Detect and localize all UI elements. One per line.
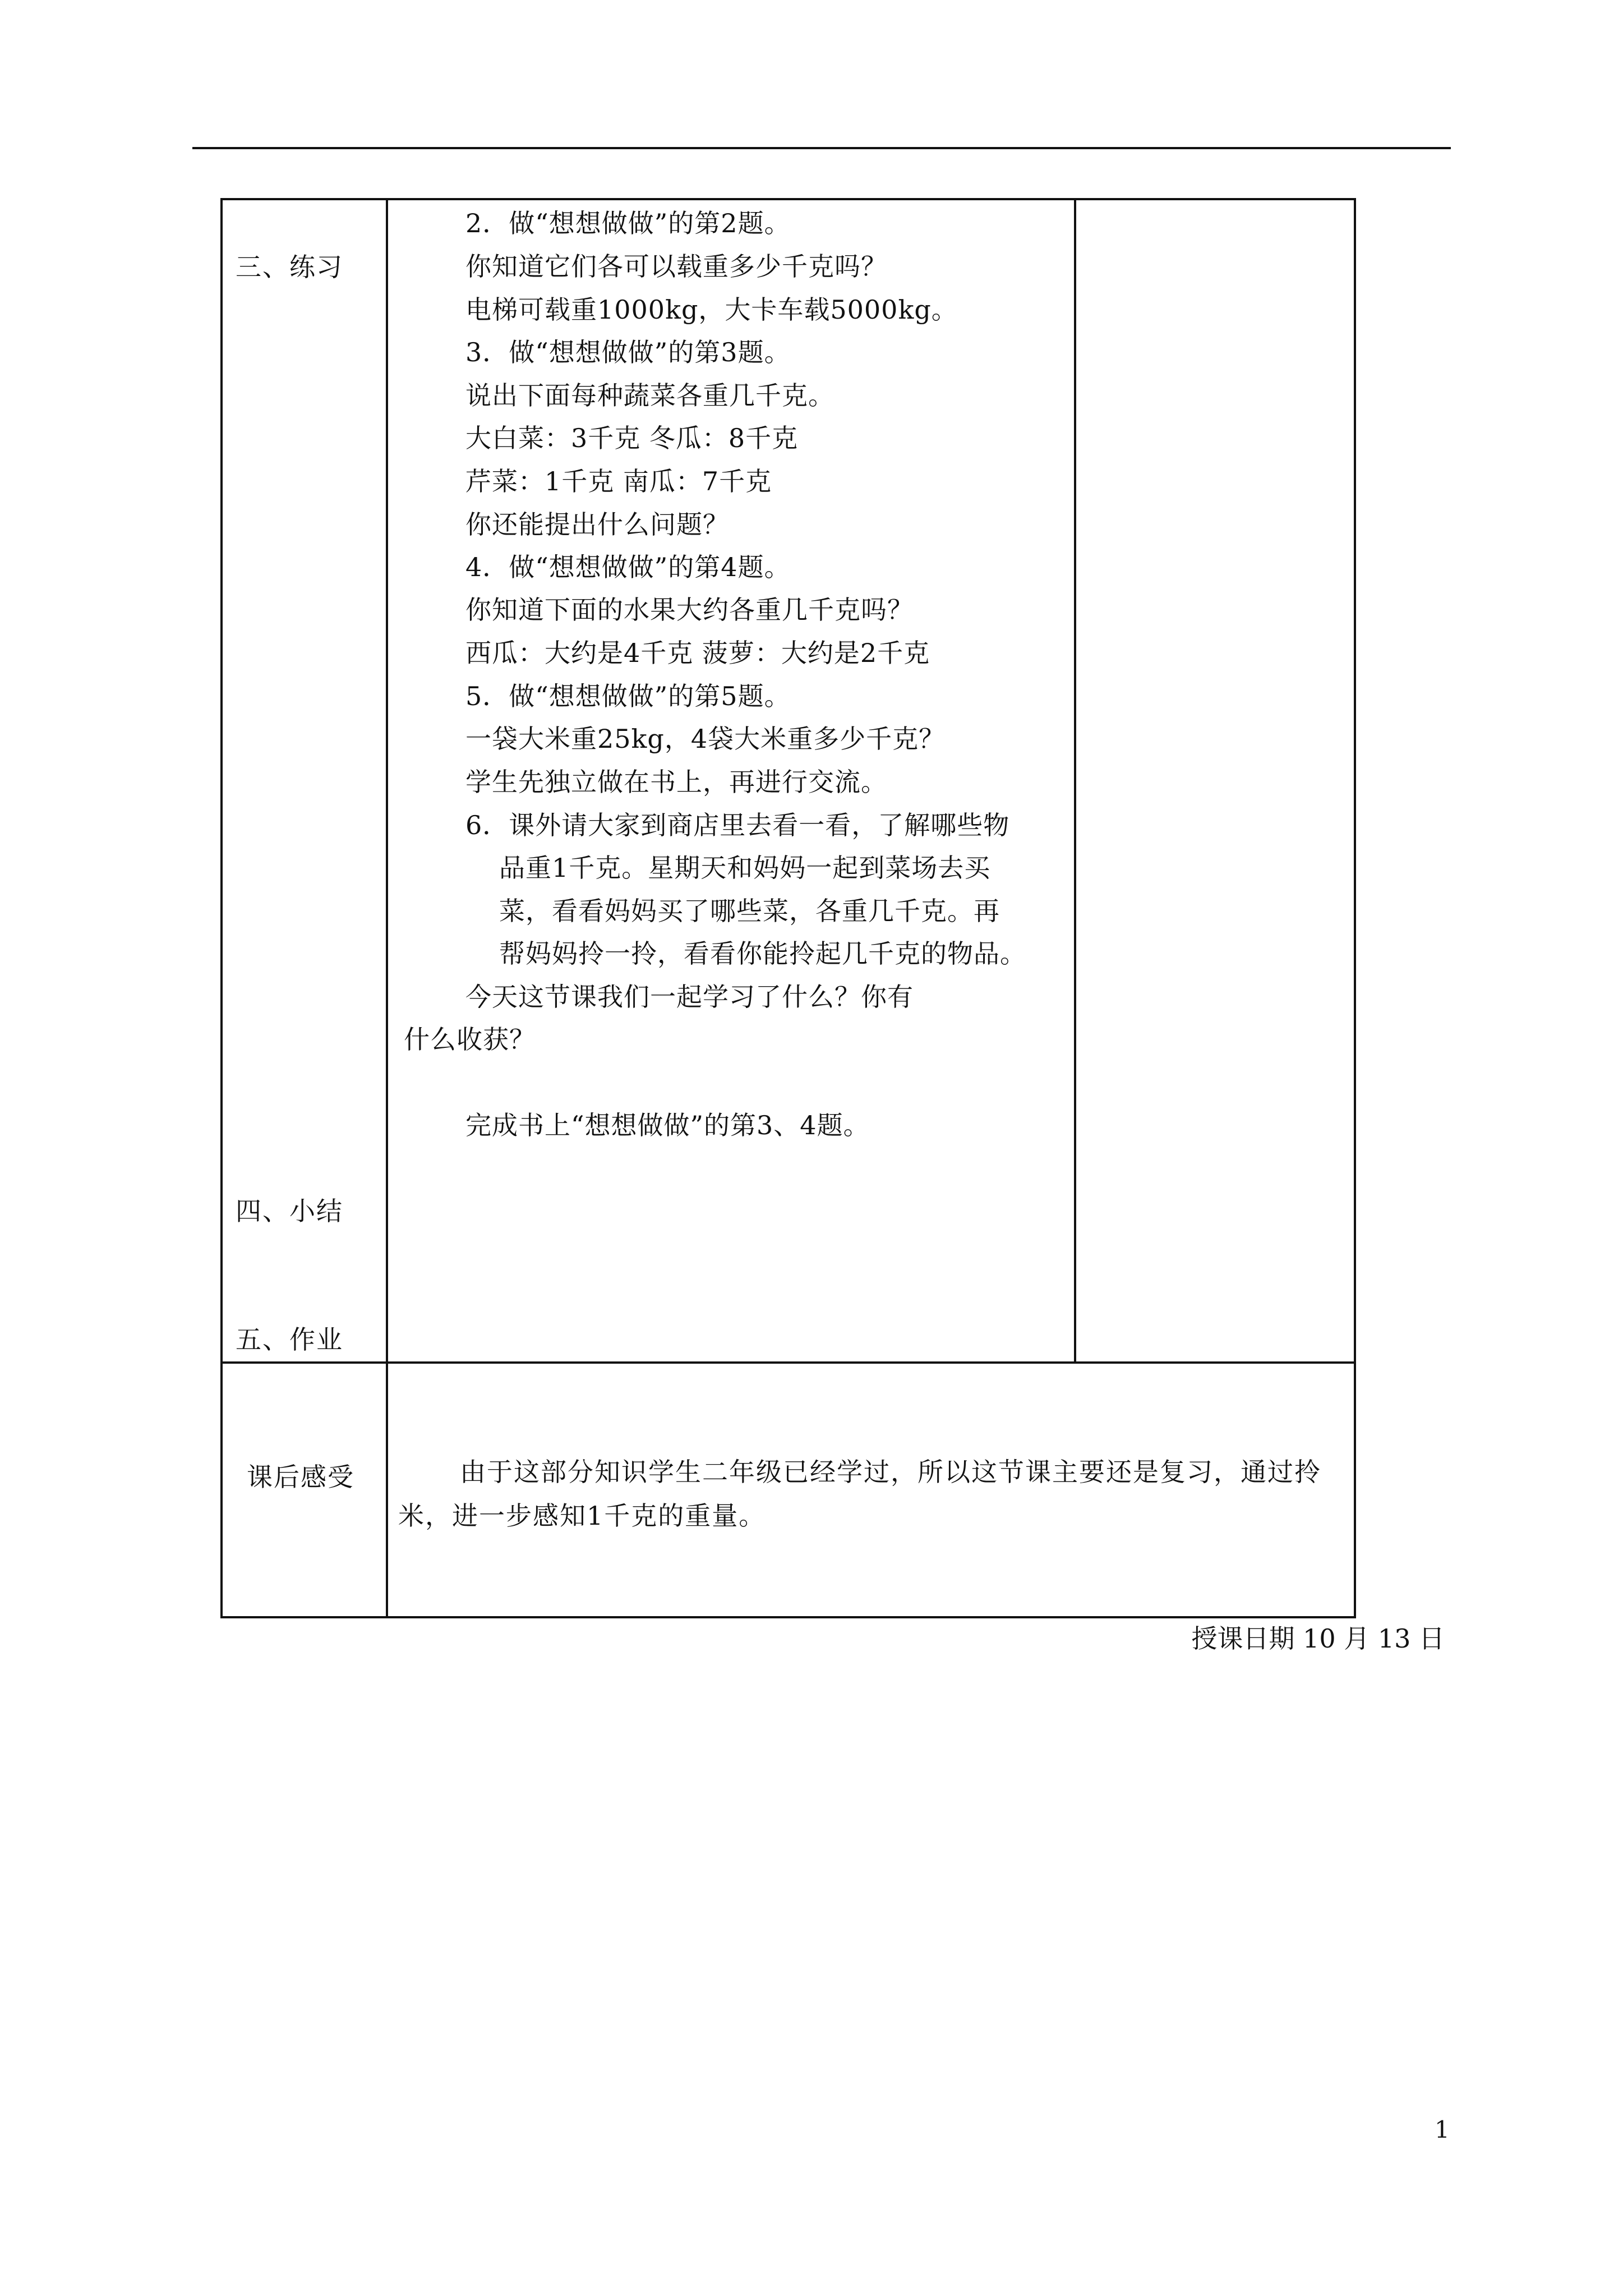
lesson-date: 授课日期 10 月 13 日 [1191, 1623, 1445, 1654]
stage-homework-label: 五、作业 [236, 1324, 343, 1355]
content-line: 芹菜：1千克 南瓜：7千克 [465, 466, 772, 496]
content-line: 什么收获？ [404, 1024, 536, 1055]
content-line: 5．做“想想做做”的第5题。 [465, 681, 791, 711]
content-line: 品重1千克。星期天和妈妈一起到菜场去买 [499, 853, 991, 883]
content-line: 完成书上“想想做做”的第3、4题。 [465, 1110, 870, 1140]
content-line: 菜，看看妈妈买了哪些菜，各重几千克。再 [499, 896, 1000, 926]
content-line: 今天这节课我们一起学习了什么？你有 [465, 982, 914, 1012]
header-rule [192, 147, 1451, 149]
reflection-label: 课后感受 [247, 1462, 354, 1492]
content-line: 你知道它们各可以载重多少千克吗？ [465, 251, 887, 282]
content-line: 6．课外请大家到商店里去看一看，了解哪些物 [465, 810, 1010, 840]
table-divider-row [220, 1361, 1356, 1364]
content-line: 3．做“想想做做”的第3题。 [465, 337, 791, 367]
page-number: 1 [1435, 2116, 1450, 2143]
content-line: 一袋大米重25kg，4袋大米重多少千克？ [465, 724, 946, 754]
reflection-text: 由于这部分知识学生二年级已经学过，所以这节课主要还是复习，通过拎米，进一步感知1千克的重量。 [398, 1457, 1321, 1531]
content-line: 2．做“想想做做”的第2题。 [465, 208, 791, 238]
content-line: 你还能提出什么问题？ [465, 509, 729, 540]
content-line: 学生先独立做在书上，再进行交流。 [465, 767, 887, 797]
stage-practice-label: 三、练习 [236, 252, 343, 282]
table-divider-left [386, 198, 388, 1618]
content-line: 4．做“想想做做”的第4题。 [465, 552, 791, 582]
content-line: 电梯可载重1000kg，大卡车载5000kg。 [465, 295, 958, 325]
stage-summary-label: 四、小结 [236, 1196, 343, 1226]
content-line: 西瓜：大约是4千克 菠萝：大约是2千克 [465, 638, 930, 668]
content-line: 你知道下面的水果大约各重几千克吗？ [465, 595, 914, 625]
content-line: 说出下面每种蔬菜各重几千克。 [465, 380, 834, 411]
content-line: 大白菜：3千克 冬瓜：8千克 [465, 423, 799, 453]
table-divider-right [1074, 198, 1076, 1363]
content-line: 帮妈妈拎一拎，看看你能拎起几千克的物品。 [499, 938, 1026, 969]
